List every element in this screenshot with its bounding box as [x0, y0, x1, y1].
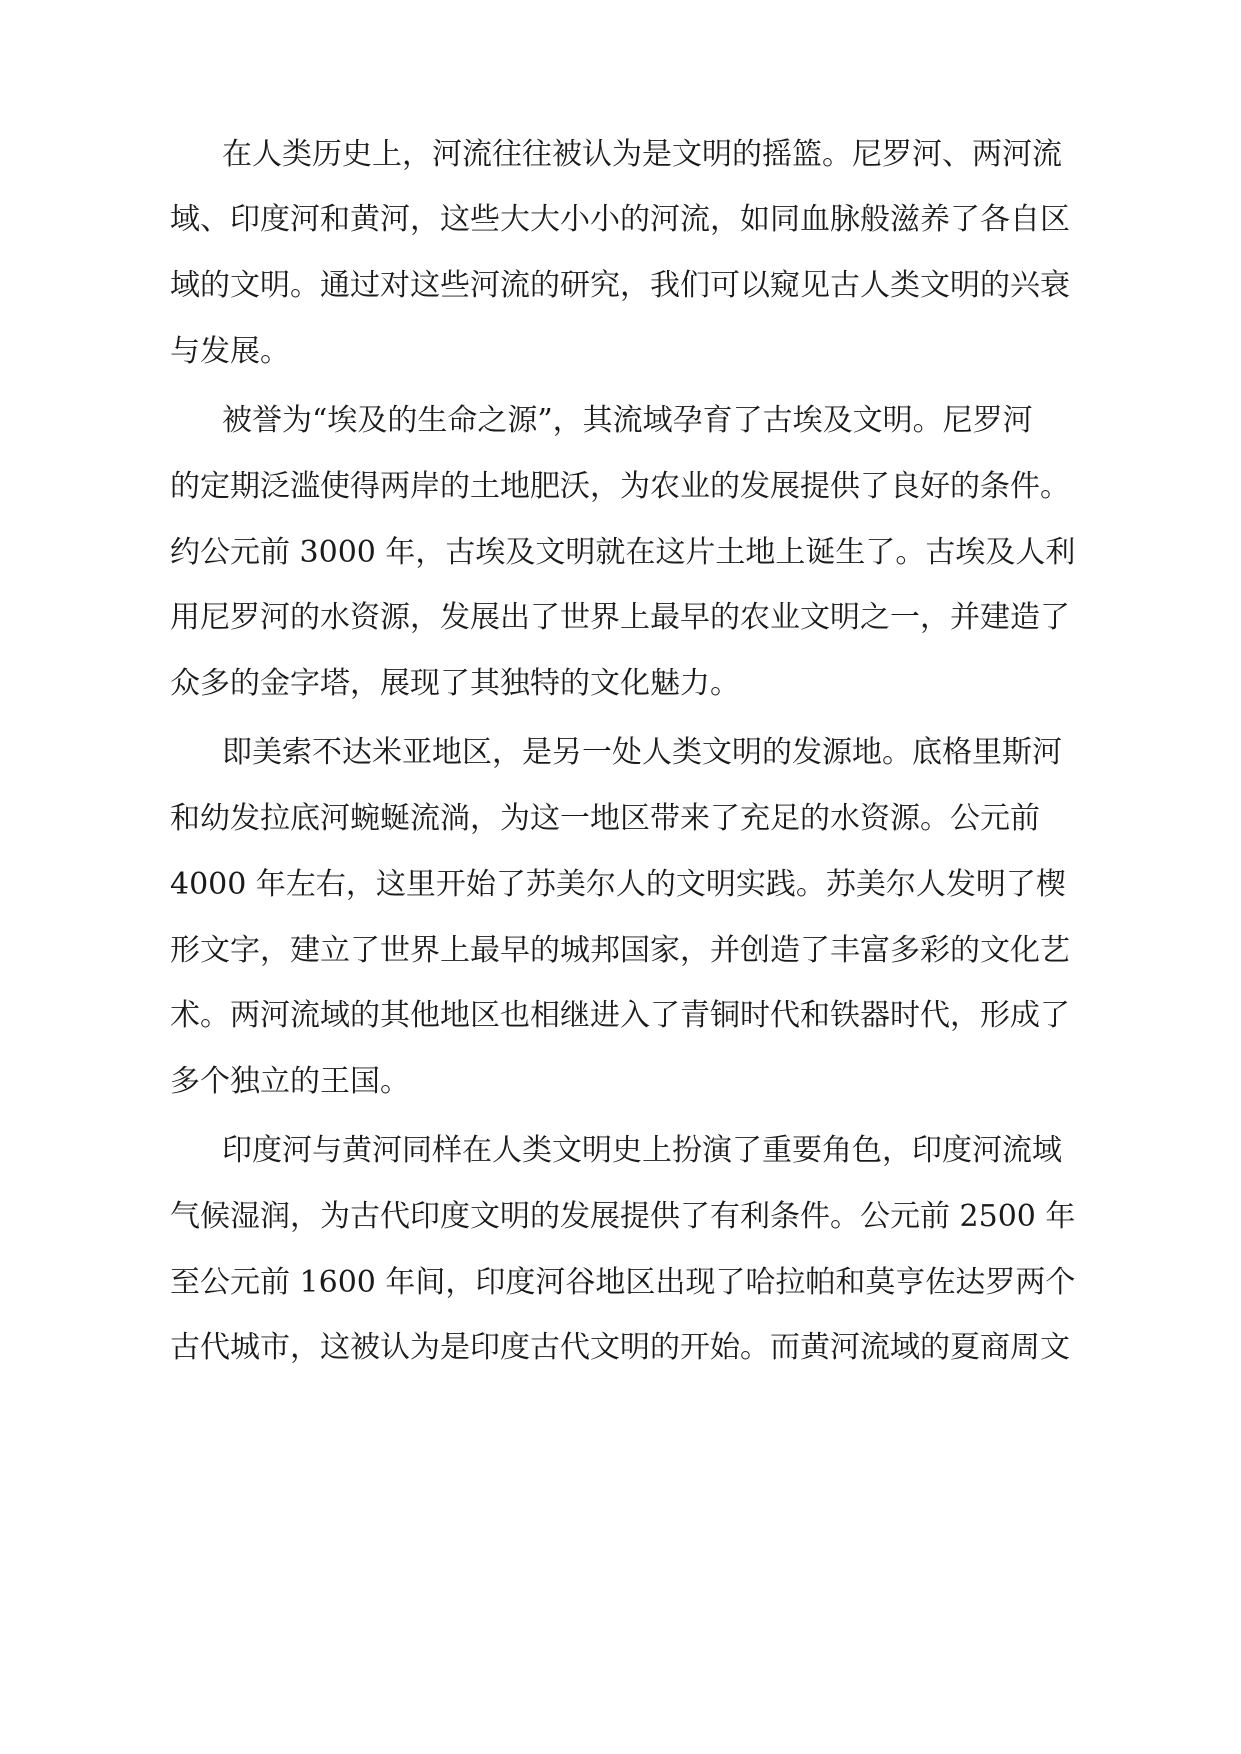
paragraph-1-line-4: 与发展。: [170, 334, 290, 369]
paragraph-2-line-4: 用尼罗河的水资源，发展出了世界上最早的农业文明之一，并建造了: [170, 600, 1070, 635]
paragraph-4-line-1: 印度河与黄河同样在人类文明史上扮演了重要角色，印度河流域: [222, 1133, 1062, 1168]
paragraph-3-line-6: 多个独立的王国。: [170, 1064, 410, 1099]
paragraph-4-line-3: 至公元前 1600 年间，印度河谷地区出现了哈拉帕和莫亨佐达罗两个: [170, 1265, 1076, 1300]
paragraph-2-line-2: 的定期泛滥使得两岸的土地肥沃，为农业的发展提供了良好的条件。: [170, 469, 1070, 504]
paragraph-1-line-2: 域、印度河和黄河，这些大大小小的河流，如同血脉般滋养了各自区: [170, 202, 1070, 237]
paragraph-2-line-5: 众多的金字塔，展现了其独特的文化魅力。: [170, 666, 740, 701]
paragraph-1-line-1: 在人类历史上，河流往往被认为是文明的摇篮。尼罗河、两河流: [222, 137, 1062, 172]
paragraph-3-line-2: 和幼发拉底河蜿蜒流淌，为这一地区带来了充足的水资源。公元前: [170, 801, 1040, 836]
paragraph-3-line-3: 4000 年左右，这里开始了苏美尔人的文明实践。苏美尔人发明了楔: [170, 867, 1066, 902]
paragraph-1-line-3: 域的文明。通过对这些河流的研究，我们可以窥见古人类文明的兴衰: [170, 268, 1070, 303]
paragraph-4-line-2: 气候湿润，为古代印度文明的发展提供了有利条件。公元前 2500 年: [170, 1199, 1076, 1234]
paragraph-3-line-1: 即美索不达米亚地区，是另一处人类文明的发源地。底格里斯河: [222, 735, 1062, 770]
paragraph-3-line-4: 形文字，建立了世界上最早的城邦国家，并创造了丰富多彩的文化艺: [170, 933, 1070, 968]
paragraph-3-line-5: 术。两河流域的其他地区也相继进入了青铜时代和铁器时代，形成了: [170, 998, 1070, 1033]
paragraph-2-line-1: 被誉为“埃及的生命之源”，其流域孕育了古埃及文明。尼罗河: [222, 403, 1033, 438]
paragraph-4-line-4: 古代城市，这被认为是印度古代文明的开始。而黄河流域的夏商周文: [170, 1330, 1070, 1365]
paragraph-2-line-3: 约公元前 3000 年，古埃及文明就在这片土地上诞生了。古埃及人利: [170, 535, 1076, 570]
